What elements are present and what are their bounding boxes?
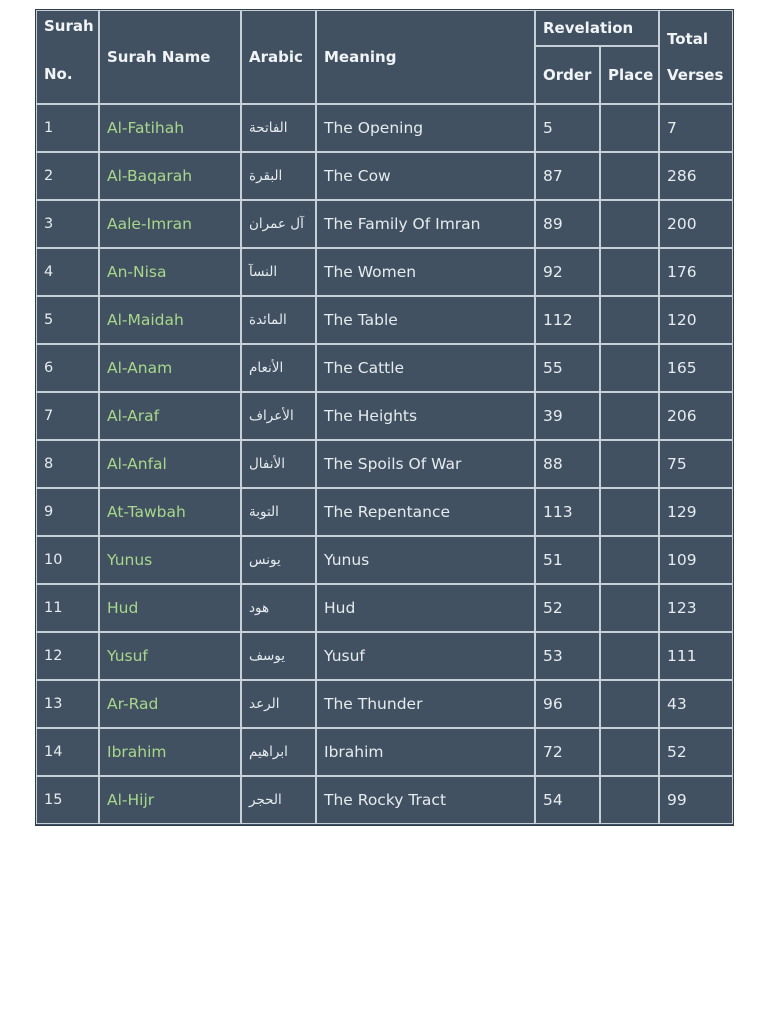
cell-surah-no: 10 <box>36 536 99 584</box>
table-body <box>36 104 733 824</box>
cell-surah-name: Al-Baqarah <box>99 152 241 200</box>
cell-order: 89 <box>535 200 600 248</box>
cell-arabic: الرعد <box>241 680 316 728</box>
header-surah-no-line1: Surah <box>44 17 94 35</box>
cell-total-verses: 111 <box>659 632 733 680</box>
cell-place <box>600 440 659 488</box>
cell-arabic: يوسف <box>241 632 316 680</box>
cell-meaning: The Table <box>316 296 535 344</box>
cell-meaning: The Heights <box>316 392 535 440</box>
cell-place <box>600 392 659 440</box>
cell-place <box>600 584 659 632</box>
cell-meaning: The Family Of Imran <box>316 200 535 248</box>
cell-meaning: The Spoils Of War <box>316 440 535 488</box>
cell-total-verses: 109 <box>659 536 733 584</box>
cell-total-verses: 75 <box>659 440 733 488</box>
header-total-line2: Verses <box>667 66 724 84</box>
cell-arabic: آل عمران <box>241 200 316 248</box>
cell-surah-name: Yunus <box>99 536 241 584</box>
cell-place <box>600 632 659 680</box>
header-total-verses <box>659 10 733 104</box>
cell-meaning: The Thunder <box>316 680 535 728</box>
table-row <box>36 392 733 440</box>
cell-arabic: النسآ <box>241 248 316 296</box>
cell-total-verses: 200 <box>659 200 733 248</box>
cell-total-verses: 7 <box>659 104 733 152</box>
cell-surah-no: 8 <box>36 440 99 488</box>
cell-surah-no: 6 <box>36 344 99 392</box>
cell-total-verses: 165 <box>659 344 733 392</box>
cell-order: 5 <box>535 104 600 152</box>
cell-surah-name: Al-Anfal <box>99 440 241 488</box>
cell-arabic: الأعراف <box>241 392 316 440</box>
header-meaning: Meaning <box>316 10 535 104</box>
header-place: Place <box>600 46 659 104</box>
table-row <box>36 248 733 296</box>
cell-arabic: هود <box>241 584 316 632</box>
cell-order: 53 <box>535 632 600 680</box>
cell-meaning: Yunus <box>316 536 535 584</box>
cell-total-verses: 129 <box>659 488 733 536</box>
cell-meaning: Ibrahim <box>316 728 535 776</box>
cell-place <box>600 104 659 152</box>
cell-surah-name: An-Nisa <box>99 248 241 296</box>
cell-arabic: ابراهيم <box>241 728 316 776</box>
cell-total-verses: 43 <box>659 680 733 728</box>
cell-surah-no: 5 <box>36 296 99 344</box>
header-total-line1: Total <box>667 30 708 48</box>
cell-order: 112 <box>535 296 600 344</box>
cell-place <box>600 152 659 200</box>
header-revelation: Revelation <box>535 10 659 46</box>
surah-table-sheet <box>36 10 733 825</box>
cell-meaning: The Opening <box>316 104 535 152</box>
cell-surah-name: Al-Araf <box>99 392 241 440</box>
cell-surah-no: 14 <box>36 728 99 776</box>
cell-surah-no: 3 <box>36 200 99 248</box>
header-surah-no <box>36 10 99 104</box>
cell-surah-name: Ar-Rad <box>99 680 241 728</box>
cell-total-verses: 286 <box>659 152 733 200</box>
cell-arabic: المائدة <box>241 296 316 344</box>
cell-meaning: The Cattle <box>316 344 535 392</box>
cell-arabic: الأنعام <box>241 344 316 392</box>
cell-surah-no: 4 <box>36 248 99 296</box>
cell-arabic: التوبة <box>241 488 316 536</box>
cell-order: 92 <box>535 248 600 296</box>
cell-place <box>600 776 659 824</box>
cell-surah-no: 2 <box>36 152 99 200</box>
cell-order: 39 <box>535 392 600 440</box>
cell-total-verses: 206 <box>659 392 733 440</box>
cell-arabic: الأنفال <box>241 440 316 488</box>
cell-total-verses: 52 <box>659 728 733 776</box>
cell-meaning: Yusuf <box>316 632 535 680</box>
cell-surah-no: 15 <box>36 776 99 824</box>
header-arabic: Arabic <box>241 10 316 104</box>
cell-order: 72 <box>535 728 600 776</box>
cell-arabic: البقرة <box>241 152 316 200</box>
cell-surah-name: Al-Maidah <box>99 296 241 344</box>
table-row <box>36 536 733 584</box>
table-row <box>36 488 733 536</box>
cell-surah-no: 1 <box>36 104 99 152</box>
cell-place <box>600 488 659 536</box>
table-row <box>36 584 733 632</box>
cell-surah-name: Aale-Imran <box>99 200 241 248</box>
cell-arabic: الحجر <box>241 776 316 824</box>
cell-order: 55 <box>535 344 600 392</box>
cell-surah-name: Al-Hijr <box>99 776 241 824</box>
table-row <box>36 200 733 248</box>
cell-order: 54 <box>535 776 600 824</box>
cell-place <box>600 728 659 776</box>
cell-surah-no: 7 <box>36 392 99 440</box>
cell-order: 51 <box>535 536 600 584</box>
table-row <box>36 152 733 200</box>
table-header <box>36 10 733 104</box>
cell-arabic: يونس <box>241 536 316 584</box>
cell-total-verses: 120 <box>659 296 733 344</box>
cell-surah-no: 9 <box>36 488 99 536</box>
surah-table <box>36 10 733 824</box>
cell-order: 88 <box>535 440 600 488</box>
cell-place <box>600 344 659 392</box>
header-surah-no-line2: No. <box>44 65 73 83</box>
cell-place <box>600 248 659 296</box>
cell-surah-no: 11 <box>36 584 99 632</box>
cell-surah-name: Ibrahim <box>99 728 241 776</box>
cell-order: 113 <box>535 488 600 536</box>
cell-total-verses: 123 <box>659 584 733 632</box>
cell-place <box>600 680 659 728</box>
table-row <box>36 776 733 824</box>
cell-order: 96 <box>535 680 600 728</box>
cell-meaning: The Repentance <box>316 488 535 536</box>
table-row <box>36 344 733 392</box>
cell-order: 87 <box>535 152 600 200</box>
table-row <box>36 296 733 344</box>
cell-meaning: The Rocky Tract <box>316 776 535 824</box>
table-row <box>36 680 733 728</box>
cell-total-verses: 176 <box>659 248 733 296</box>
cell-place <box>600 200 659 248</box>
cell-place <box>600 296 659 344</box>
header-order: Order <box>535 46 600 104</box>
cell-meaning: Hud <box>316 584 535 632</box>
cell-surah-name: Al-Anam <box>99 344 241 392</box>
cell-meaning: The Women <box>316 248 535 296</box>
table-row <box>36 632 733 680</box>
cell-total-verses: 99 <box>659 776 733 824</box>
cell-surah-name: Al-Fatihah <box>99 104 241 152</box>
table-row <box>36 728 733 776</box>
cell-surah-no: 13 <box>36 680 99 728</box>
cell-order: 52 <box>535 584 600 632</box>
table-row <box>36 104 733 152</box>
table-row <box>36 440 733 488</box>
cell-arabic: الفاتحة <box>241 104 316 152</box>
cell-place <box>600 536 659 584</box>
cell-surah-name: Hud <box>99 584 241 632</box>
cell-meaning: The Cow <box>316 152 535 200</box>
header-surah-name: Surah Name <box>99 10 241 104</box>
cell-surah-no: 12 <box>36 632 99 680</box>
cell-surah-name: At-Tawbah <box>99 488 241 536</box>
cell-surah-name: Yusuf <box>99 632 241 680</box>
